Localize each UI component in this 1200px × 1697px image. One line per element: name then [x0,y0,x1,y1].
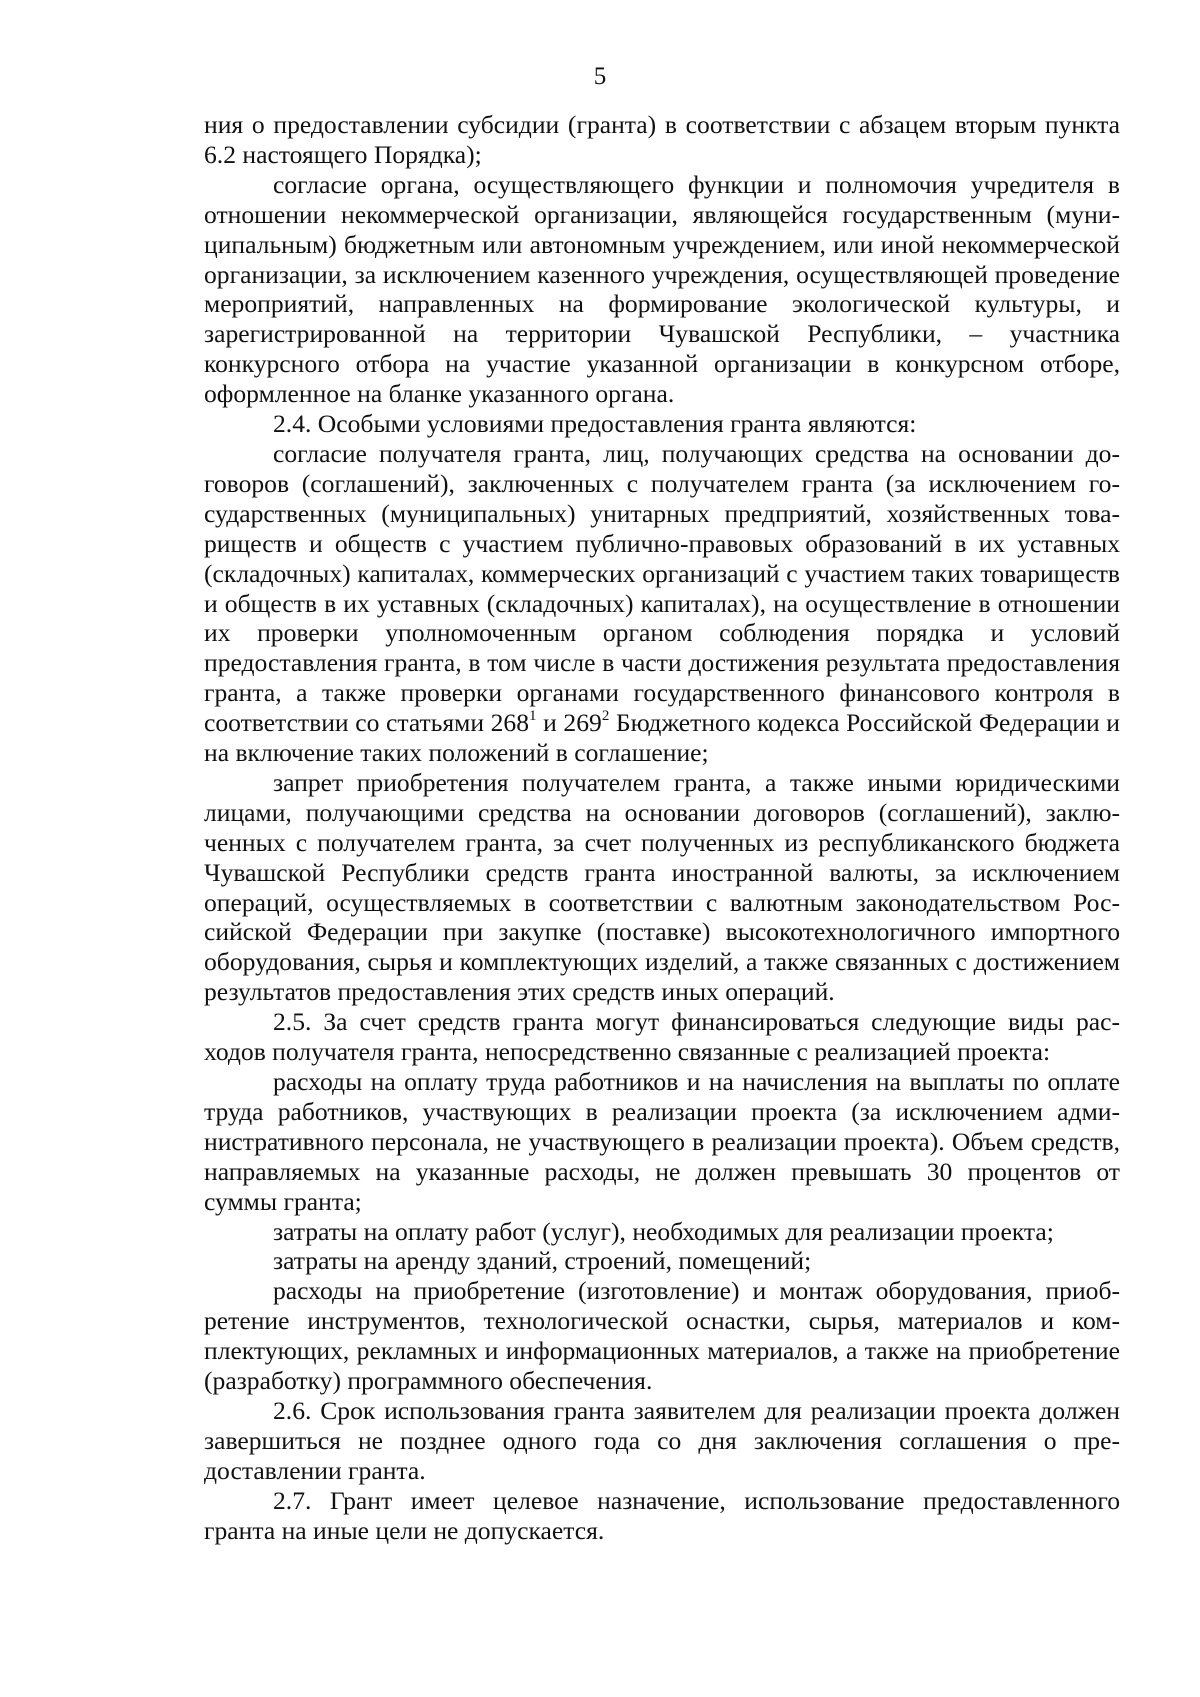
paragraph: запрет приобретения получателем гранта, а также иными юридическими лицами, получающими средства на основании договоров (соглашений), заключенных с получателем гранта, за счет полученных из республиканского бюджета Чувашской Республики средств гранта иностранной валюты, за исключением операций, осуществляемых в соответствии с валютным законодательством Российской Федерации при закупке (поставке) высокотехнологичного импортного оборудования, сырья и комплектующих изделий, а также связанных с достижением результатов предоставления этих средств иных операций. [204,767,1120,1007]
paragraph: расходы на оплату труда работников и на начисления на выплаты по оплате труда работников, участвующих в реализации проекта (за исключением административного персонала, не участвующего в реализации проекта). Объем средств, направляемых на указанные расходы, не должен превышать 30 процентов от суммы гранта; [204,1067,1120,1216]
superscript: 1 [529,707,537,724]
paragraph-text: согласие получателя гранта, лиц, получающих средства на основании договоров (соглашений), заключенных с получателем гранта (за исключением государственных (муниципальных) унитарных предприятий, хозяйственных товариществ и обществ с участием публично-правовых образований в их уставных (складочных) капиталах, коммерческих организаций с участием таких товариществ и обществ в их уставных (складочных) капиталах), на осуществление в отношении их проверки уполномоченным органом соблюдения порядка и условий предоставления гранта, в том числе в части достижения результата предоставления гранта, а также проверки органами государственного финансового контроля в соответствии со статьями 268 [204,438,1120,738]
paragraph: затраты на оплату работ (услуг), необходимых для реализации проекта; [273,1216,1054,1246]
paragraph: 2.5. За счет средств гранта могут финансироваться следующие виды расходов получателя гранта, непосредственно связанные с реализацией проекта: [204,1007,1120,1067]
paragraph: 2.7. Грант имеет целевое назначение, использование предоставленного гранта на иные цели не допускается. [204,1485,1120,1545]
paragraph-text: Бюджетного кодекса Российской Федерации и на включение таких положений в соглашение; [204,708,1120,768]
paragraph: 2.4. Особыми условиями предоставления гранта являются: [273,409,917,439]
document-body [204,110,1120,1546]
paragraph: ния о предоставлении субсидии (гранта) в соответствии с абзацем вторым пункта 6.2 настоящего Порядка); [204,110,1120,169]
paragraph [204,439,1120,768]
paragraph: согласие органа, осуществляющего функции и полномочия учредителя в отношении некоммерческой организации, являющейся государственным (муниципальным) бюджетным или автономным учреждением, или иной некоммерческой организации, за исключением казенного учреждения, осуществляющей проведение мероприятий, направленных на формирование экологической культуры, и зарегистрированной на территории Чувашской Республики, – участника конкурсного отбора на участие указанной организации в конкурсном отборе, оформленное на бланке указанного органа. [204,169,1120,409]
paragraph: 2.6. Срок использования гранта заявителем для реализации проекта должен завершиться не позднее одного года со дня заключения соглашения о предоставлении гранта. [204,1395,1120,1485]
page-number: 5 [593,63,607,90]
superscript: 2 [601,707,610,724]
paragraph: затраты на аренду зданий, строений, помещений; [273,1246,812,1276]
paragraph-text: и 269 [536,708,602,738]
paragraph: расходы на приобретение (изготовление) и монтаж оборудования, приобретение инструментов, технологической оснастки, сырья, материалов и комплектующих, рекламных и информационных материалов, а также на приобретение (разработку) программного обеспечения. [204,1276,1120,1396]
